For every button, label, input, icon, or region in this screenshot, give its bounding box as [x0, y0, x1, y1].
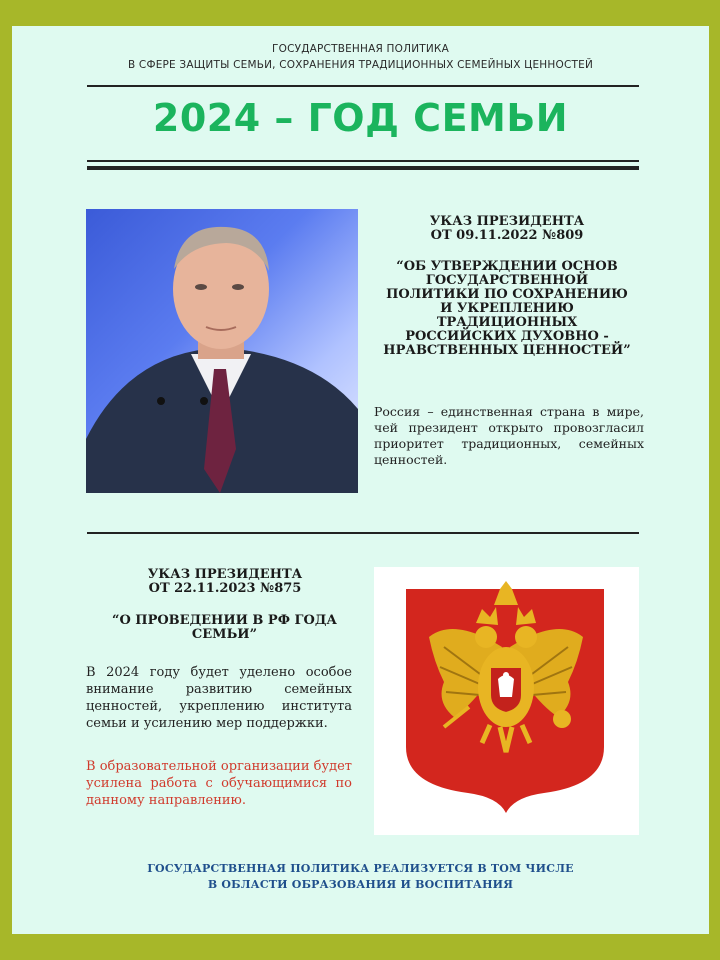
decree2-name: “О ПРОВЕДЕНИИ В РФ ГОДА СЕМЬИ”: [111, 613, 338, 642]
middle-divider: [87, 532, 639, 534]
decree1-text: Россия – единственная страна в мире, чей президент открыто провозгласил приоритет традиционных, семейных ценностей.: [374, 404, 644, 467]
top-divider: [87, 85, 639, 87]
decree2-heading-line1: УКАЗ ПРЕЗИДЕНТА: [147, 567, 303, 582]
footer-line-1: ГОСУДАРСТВЕННАЯ ПОЛИТИКА РЕАЛИЗУЕТСЯ В ТОМ ЧИСЛЕ: [147, 862, 574, 875]
president-portrait-photo: [86, 209, 358, 493]
decree1-name: “ОБ УТВЕРЖДЕНИИ ОСНОВ ГОСУДАРСТВЕННОЙ ПОЛИТИКИ ПО СОХРАНЕНИЮ И УКРЕПЛЕНИЮ ТРАДИЦИОННЫХ РОССИЙСКИХ ДУХОВНО - НРАВСТВЕННЫХ ЦЕННОСТЕЙ”: [383, 259, 631, 358]
emblem-box: [374, 567, 639, 835]
banner-divider-thin: [87, 160, 639, 162]
decree2-red-text: В образовательной организации будет усилена работа с обучающимися по данному направлению.: [86, 759, 352, 808]
header-line-2: В СФЕРЕ ЗАЩИТЫ СЕМЬИ, СОХРАНЕНИЯ ТРАДИЦИОННЫХ СЕМЕЙНЫХ ЦЕННОСТЕЙ: [127, 59, 594, 71]
decree2-heading-line2: ОТ 22.11.2023 №875: [148, 581, 302, 596]
footer-line-2: В ОБЛАСТИ ОБРАЗОВАНИЯ И ВОСПИТАНИЯ: [207, 878, 514, 891]
decree2-text: В 2024 году будет уделено особое внимание развитию семейных ценностей, укреплению института семьи и усилению мер поддержки.: [86, 665, 352, 731]
header-line-1: ГОСУДАРСТВЕННАЯ ПОЛИТИКА: [272, 43, 449, 55]
banner-divider-thick: [87, 166, 639, 170]
poster-page: [12, 26, 709, 934]
decree1-heading-line1: УКАЗ ПРЕЗИДЕНТА: [429, 214, 585, 229]
banner-title: 2024 – ГОД СЕМЬИ: [152, 96, 569, 140]
decree1-heading-line2: ОТ 09.11.2022 №809: [430, 228, 584, 243]
portrait-illustration: [86, 209, 358, 493]
russian-coat-of-arms-icon: [374, 567, 639, 835]
